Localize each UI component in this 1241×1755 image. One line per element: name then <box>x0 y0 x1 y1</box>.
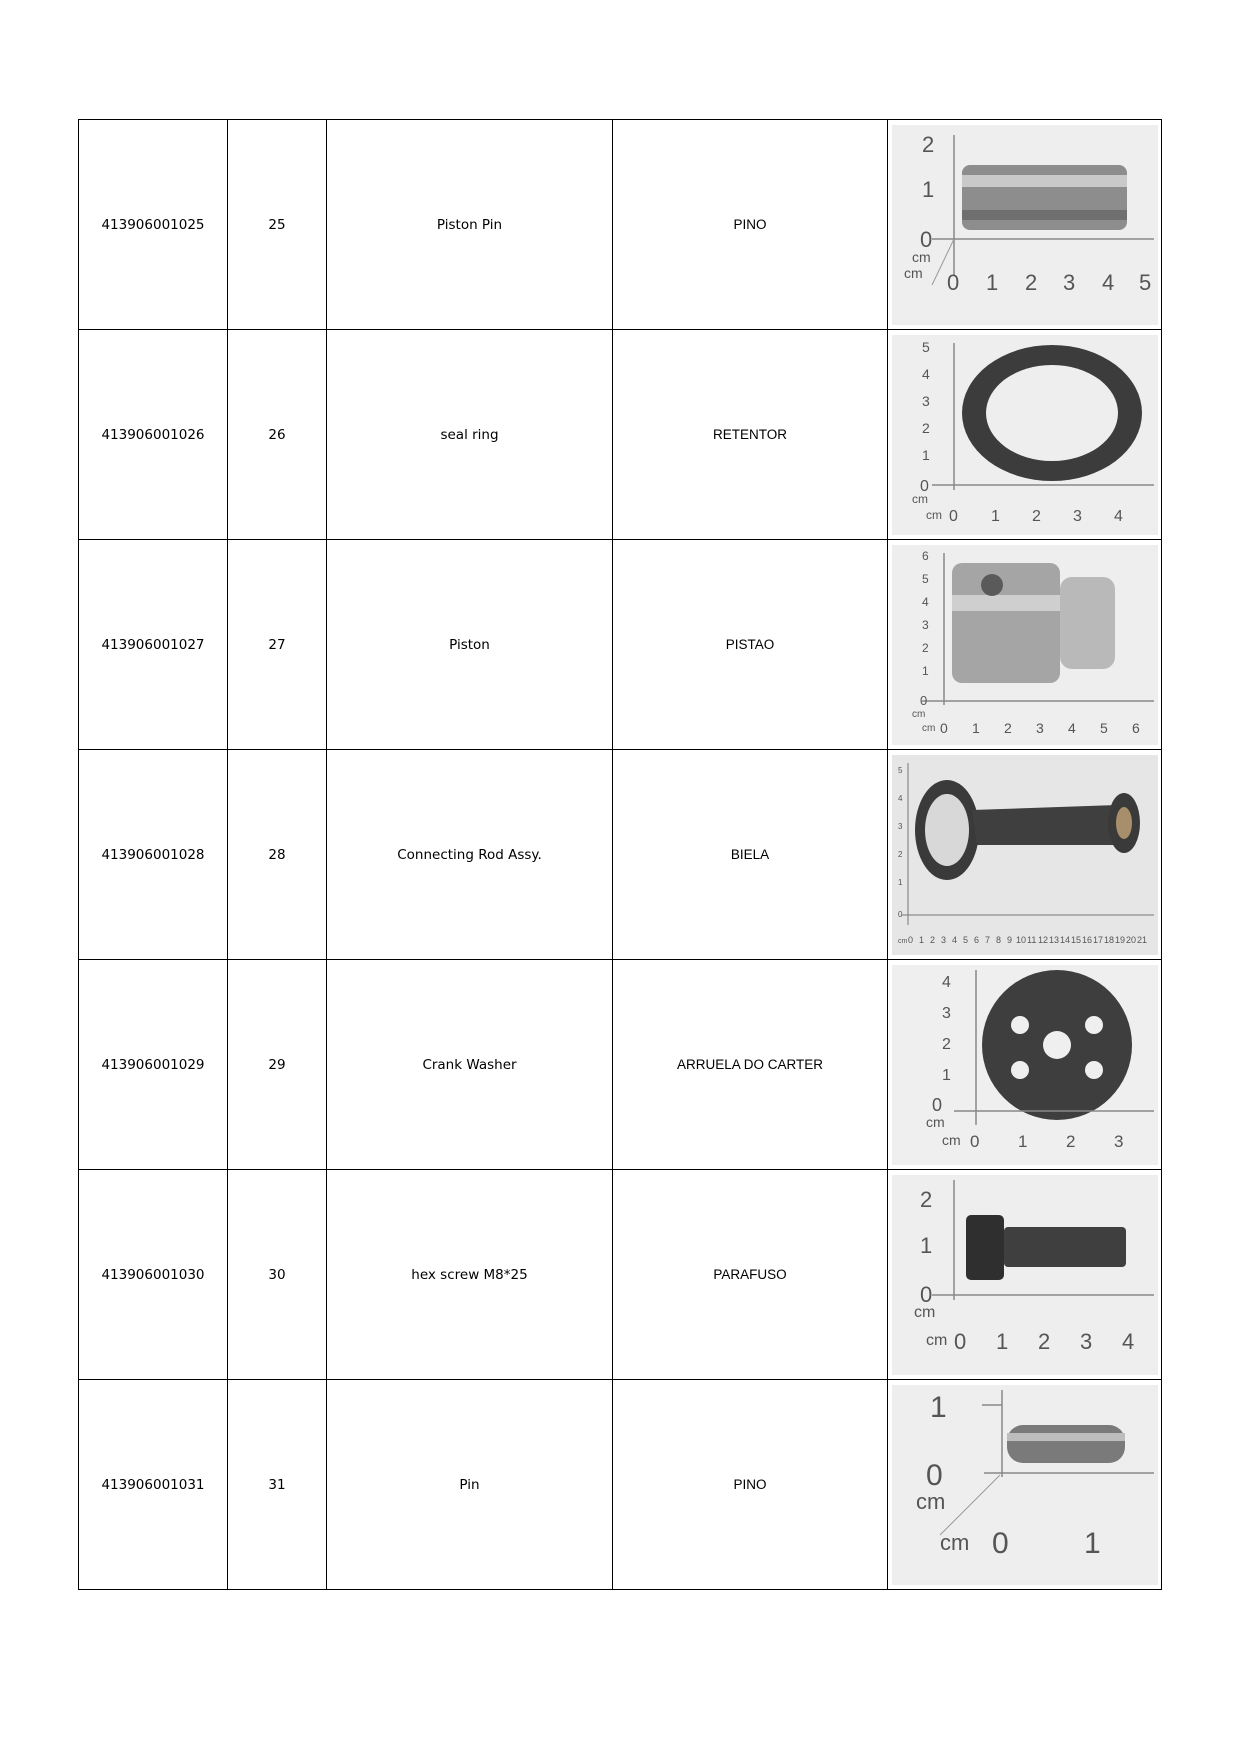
ruler-label: 5 <box>897 765 902 775</box>
ruler-label: 3 <box>921 392 930 409</box>
ruler-label: 2 <box>1003 719 1012 736</box>
ruler-label: 0 <box>969 1131 979 1151</box>
ruler-label: 2 <box>1024 269 1037 295</box>
pin-photo <box>892 1385 1158 1585</box>
part-name-english: hex screw M8*25 <box>327 1170 613 1380</box>
part-number: 413906001031 <box>79 1380 228 1590</box>
ruler-label: 4 <box>951 934 957 945</box>
ruler-label: 4 <box>1113 507 1123 525</box>
ruler-label: 20 <box>1125 934 1136 945</box>
ruler-label: 2 <box>1037 1328 1050 1354</box>
position-number: 26 <box>228 330 327 540</box>
ruler-label: 0 <box>946 269 959 295</box>
part-name-english: seal ring <box>327 330 613 540</box>
ruler-label: 11 <box>1026 934 1036 945</box>
ruler-label: 18 <box>1103 934 1114 945</box>
ruler-label: 2 <box>941 1035 951 1053</box>
ruler-label: 3 <box>1062 269 1075 295</box>
ruler-label: 5 <box>962 934 968 945</box>
position-number: 29 <box>228 960 327 1170</box>
ruler-label: 2 <box>1065 1131 1075 1151</box>
ruler-label: 1 <box>985 269 998 295</box>
ruler-label: cm <box>915 1488 945 1514</box>
ruler-label: 6 <box>973 934 979 945</box>
ruler-label: 0 <box>919 226 932 252</box>
table-row <box>79 120 1162 330</box>
ruler-label: cm <box>911 708 925 720</box>
ruler-label: 4 <box>1101 269 1114 295</box>
ruler-label: 17 <box>1092 934 1103 945</box>
ruler-label: cm <box>925 507 942 522</box>
ruler-label: 8 <box>995 934 1001 945</box>
ruler-label: 3 <box>921 617 929 632</box>
table-row <box>79 1170 1162 1380</box>
ruler-label: 4 <box>897 793 902 803</box>
ruler-label: 0 <box>953 1328 966 1354</box>
ruler-label: 0 <box>991 1526 1009 1560</box>
piston-pin-photo <box>892 125 1158 325</box>
part-number: 413906001030 <box>79 1170 228 1380</box>
ruler-label: 3 <box>940 934 946 945</box>
ruler-label: cm <box>911 248 931 265</box>
ruler-label: 3 <box>1035 719 1044 736</box>
ruler-label: 1 <box>919 1232 932 1258</box>
part-name-portuguese: PISTAO <box>613 540 888 750</box>
part-name-english: Piston <box>327 540 613 750</box>
ruler-label: cm <box>925 1113 945 1130</box>
ruler-label: 2 <box>919 1186 932 1212</box>
ruler-label: 2 <box>897 849 902 859</box>
ruler-label: 1 <box>921 663 929 678</box>
ruler-label: cm <box>925 1331 947 1349</box>
ruler-label: 21 <box>1136 934 1147 945</box>
ruler-label: cm <box>941 1131 961 1148</box>
part-name-english: Piston Pin <box>327 120 613 330</box>
parts-table <box>78 119 1162 1590</box>
ruler-label: cm <box>903 264 923 281</box>
ruler-label: 13 <box>1048 934 1059 945</box>
crank-washer-photo <box>892 965 1158 1165</box>
ruler-label: 0 <box>939 719 948 736</box>
position-number: 28 <box>228 750 327 960</box>
table-row <box>79 540 1162 750</box>
position-number: 31 <box>228 1380 327 1590</box>
ruler-label: 0 <box>919 692 927 708</box>
part-number: 413906001028 <box>79 750 228 960</box>
ruler-label: 1 <box>995 1328 1008 1354</box>
part-name-portuguese: PINO <box>613 120 888 330</box>
part-name-portuguese: PARAFUSO <box>613 1170 888 1380</box>
position-number: 25 <box>228 120 327 330</box>
ruler-label: 0 <box>919 1281 932 1307</box>
ruler-label: 19 <box>1114 934 1125 945</box>
part-name-english: Connecting Rod Assy. <box>327 750 613 960</box>
table-row <box>79 1380 1162 1590</box>
table-row <box>79 960 1162 1170</box>
ruler-label: 1 <box>897 877 902 887</box>
ruler-label: 14 <box>1059 934 1070 945</box>
part-name-portuguese: BIELA <box>613 750 888 960</box>
ruler-label: 5 <box>1099 719 1108 736</box>
ruler-label: 4 <box>921 365 930 382</box>
ruler-label: 2 <box>929 934 935 945</box>
part-number: 413906001026 <box>79 330 228 540</box>
ruler-label: 5 <box>1138 269 1151 295</box>
ruler-label: 5 <box>921 571 929 586</box>
ruler-label: 16 <box>1081 934 1092 945</box>
ruler-label: 4 <box>1067 719 1076 736</box>
position-number: 30 <box>228 1170 327 1380</box>
ruler-label: 15 <box>1070 934 1081 945</box>
part-number: 413906001025 <box>79 120 228 330</box>
ruler-label: 3 <box>1072 507 1082 525</box>
part-name-portuguese: PINO <box>613 1380 888 1590</box>
seal-ring-photo <box>892 335 1158 535</box>
ruler-label: 1 <box>941 1066 951 1084</box>
ruler-label: 7 <box>984 934 990 945</box>
ruler-label: 6 <box>921 548 929 563</box>
ruler-label: cm <box>921 722 935 734</box>
ruler-label: 4 <box>921 594 929 609</box>
ruler-label: 0 <box>907 934 913 945</box>
part-number: 413906001029 <box>79 960 228 1170</box>
ruler-label: 4 <box>1121 1328 1134 1354</box>
piston-photo <box>892 545 1158 745</box>
ruler-label: 2 <box>1031 507 1041 525</box>
ruler-label: 2 <box>921 131 934 157</box>
ruler-label: 1 <box>1017 1131 1027 1151</box>
ruler-label: 2 <box>921 640 929 655</box>
ruler-label: 1 <box>971 719 980 736</box>
ruler-label: 0 <box>919 477 929 495</box>
ruler-label: cm <box>913 1303 935 1321</box>
ruler-label: 1 <box>921 446 930 463</box>
table-row <box>79 330 1162 540</box>
ruler-label: 5 <box>921 338 930 355</box>
ruler-label: 1 <box>918 934 924 945</box>
ruler-label: 10 <box>1015 934 1026 945</box>
hex-screw-photo <box>892 1175 1158 1375</box>
ruler-label: 1 <box>1083 1526 1101 1560</box>
ruler-label: 3 <box>897 821 902 831</box>
ruler-label: 0 <box>897 909 902 919</box>
ruler-label: cm <box>911 491 928 506</box>
part-name-portuguese: ARRUELA DO CARTER <box>613 960 888 1170</box>
ruler-label: 1 <box>990 507 1000 525</box>
ruler-label: 2 <box>921 419 930 436</box>
connecting-rod-photo <box>892 755 1158 955</box>
ruler-label: 0 <box>948 507 958 525</box>
ruler-label: 1 <box>921 176 934 202</box>
part-name-english: Crank Washer <box>327 960 613 1170</box>
ruler-label: 12 <box>1037 934 1048 945</box>
ruler-label: 0 <box>931 1094 942 1115</box>
ruler-label: 6 <box>1131 719 1140 736</box>
part-name-english: Pin <box>327 1380 613 1590</box>
ruler-label: cm <box>939 1529 969 1555</box>
position-number: 27 <box>228 540 327 750</box>
part-number: 413906001027 <box>79 540 228 750</box>
ruler-label: 1 <box>929 1390 947 1424</box>
ruler-label: cm <box>897 937 907 945</box>
ruler-label: 3 <box>1079 1328 1092 1354</box>
part-name-portuguese: RETENTOR <box>613 330 888 540</box>
table-row <box>79 750 1162 960</box>
ruler-label: 4 <box>941 973 951 991</box>
ruler-label: 0 <box>925 1458 943 1492</box>
ruler-label: 3 <box>941 1004 951 1022</box>
ruler-label: 9 <box>1006 934 1012 945</box>
ruler-label: 3 <box>1113 1131 1123 1151</box>
